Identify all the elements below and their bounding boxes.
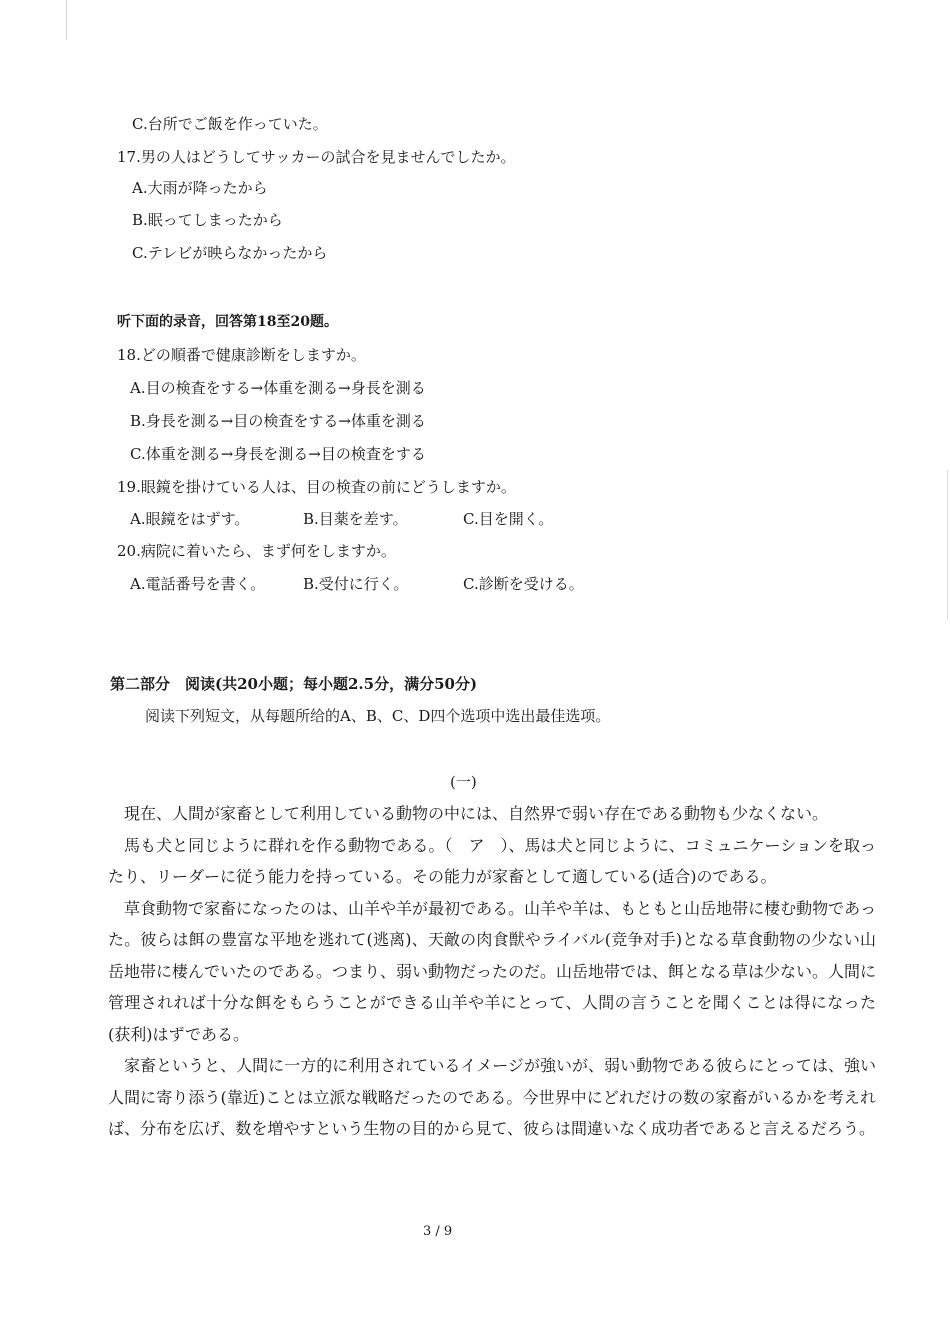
q19-option-c: C.目を開く。 <box>463 510 554 528</box>
passage-paragraph: 草食動物で家畜になったのは、山羊や羊が最初である。山羊や羊は、もともと山岳地帯に棲む動物であった。彼らは餌の豊富な平地を逃れて(逃离)、天敵の肉食獣やライバル(竞争对手)となる草食動物の少ない山岳地帯に棲んでいたのである。つまり、弱い動物だったのだ。山岳地帯では、餌となる草は少ない。人間に管理されれば十分な餌をもらうことができる山羊や羊にとって、人間の言うことを聞くことは得になった(获利)はずである。 <box>108 898 877 1044</box>
passage-number: (一) <box>450 773 477 791</box>
scan-edge-right <box>947 470 948 620</box>
q20-option-a: A.電話番号を書く。 <box>130 575 266 593</box>
passage-paragraph: 馬も犬と同じように群れを作る動物である。（ ア ）、馬は犬と同じように、コミュニケーションを取ったり、リーダーに従う能力を持っている。その能力が家畜として適している(适合)のである。 <box>108 835 876 886</box>
q20-option-c: C.診断を受ける。 <box>463 575 584 593</box>
q16-option-c: C.台所でご飯を作っていた。 <box>132 115 328 133</box>
passage-body <box>108 798 876 1145</box>
q20-option-b: B.受付に行く。 <box>303 575 409 593</box>
page-number: 3 / 9 <box>423 1224 453 1239</box>
q17-option-a: A.大雨が降ったから <box>132 179 268 197</box>
q20-question: 20.病院に着いたら、まず何をしますか。 <box>117 542 396 560</box>
q19-option-a: A.眼鏡をはずす。 <box>130 510 250 528</box>
q17-question: 17.男の人はどうしてサッカーの試合を見ませんでしたか。 <box>117 148 516 166</box>
passage-paragraph: 家畜というと、人間に一方的に利用されているイメージが強いが、弱い動物である彼らにとっては、強い人間に寄り添う(靠近)ことは立派な戦略だったのである。今世界中にどれだけの数の家畜がいるかを考えれば、分布を広げ、数を増やすという生物の目的から見て、彼らは間違いなく成功者であると言えるだろう。 <box>108 1056 876 1138</box>
q18-option-c: C.体重を測る→身長を測る→目の検査をする <box>130 445 426 463</box>
q19-question: 19.眼鏡を掛けている人は、目の検査の前にどうしますか。 <box>117 478 516 496</box>
q18-option-b: B.身長を測る→目の検査をする→体重を測る <box>130 412 426 430</box>
reading-section-title: 第二部分 阅读(共20小题；每小题2.5分，满分50分) <box>110 675 478 693</box>
q18-option-a: A.目の検査をする→体重を測る→身長を測る <box>130 379 426 397</box>
instruction-18-20: 听下面的录音，回答第18至20题。 <box>117 314 338 330</box>
q18-question: 18.どの順番で健康診断をしますか。 <box>117 346 366 364</box>
q17-option-b: B.眠ってしまったから <box>132 211 283 229</box>
passage-paragraph: 現在、人間が家畜として利用している動物の中には、自然界で弱い存在である動物も少なくない。 <box>124 804 829 823</box>
scan-edge-left <box>66 0 67 40</box>
q19-option-b: B.目薬を差す。 <box>303 510 408 528</box>
q17-option-c: C.テレビが映らなかったから <box>132 244 328 262</box>
reading-instruction: 阅读下列短文，从每题所给的A、B、C、D四个选项中选出最佳选项。 <box>145 707 611 725</box>
